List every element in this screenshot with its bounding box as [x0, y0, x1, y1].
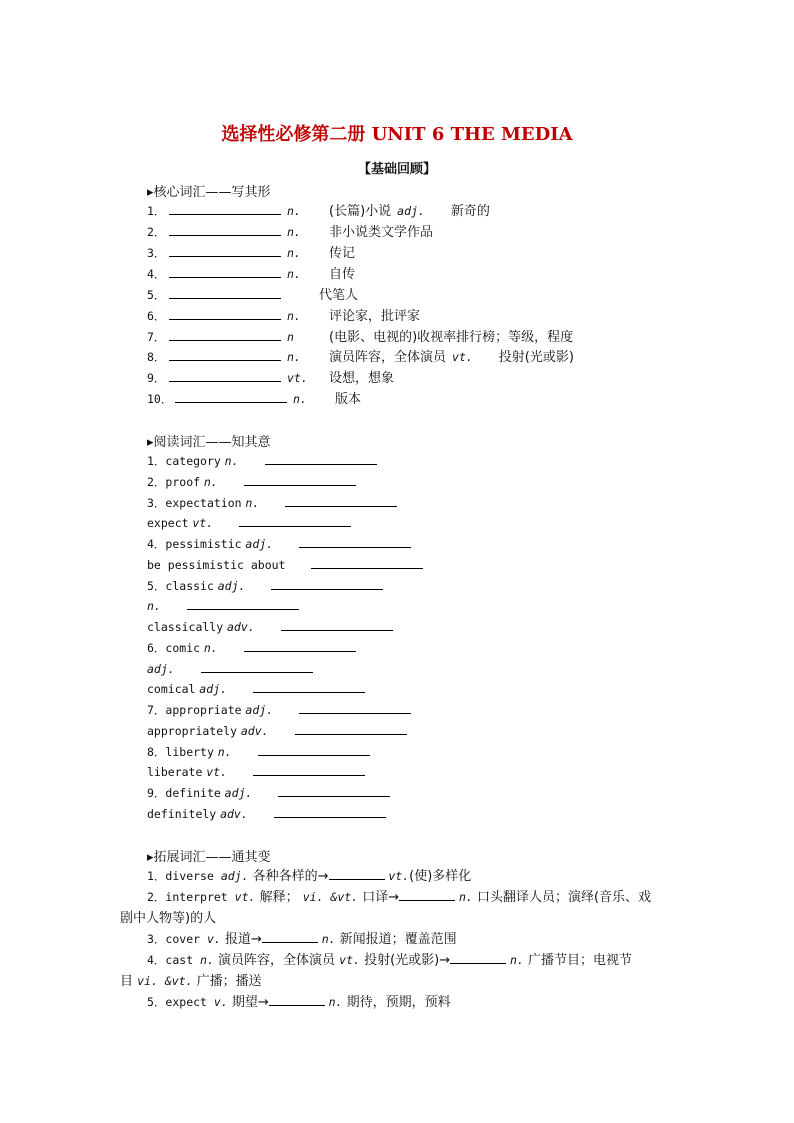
word: 3．cover: [147, 932, 207, 946]
word: definitely: [147, 807, 217, 821]
part-of-speech: n.: [287, 204, 301, 218]
core-vocab-item: [147, 368, 394, 388]
reading-vocab-item: [147, 721, 407, 741]
part-of-speech: adj.: [199, 682, 227, 696]
word: liberate: [147, 765, 203, 779]
part-of-speech: n.: [328, 995, 343, 1009]
meaning: 投射(光或影)→: [359, 953, 451, 968]
part-of-speech: n.: [245, 496, 260, 510]
answer-blank[interactable]: [271, 576, 383, 590]
meaning: 口译→: [358, 890, 400, 905]
reading-vocab-item: [147, 576, 383, 596]
part-of-speech: vt.: [234, 890, 256, 904]
answer-blank[interactable]: [269, 992, 325, 1006]
part-of-speech: adj.: [224, 786, 253, 800]
item-number: 1．: [147, 204, 166, 218]
word: 5．expect: [147, 995, 214, 1009]
answer-blank[interactable]: [169, 222, 281, 236]
answer-blank[interactable]: [265, 451, 377, 465]
reading-vocab-item: [147, 472, 356, 492]
reading-vocab-item: [147, 513, 351, 533]
part-of-speech: n.: [287, 350, 301, 364]
reading-vocab-item: [147, 534, 411, 554]
word: appropriately: [147, 724, 238, 738]
item-number: 8．: [147, 350, 166, 364]
meaning: 传记: [329, 246, 356, 261]
reading-vocab-item: [147, 555, 423, 575]
meaning: (电影、电视的)收视率排行榜；等级，程度: [329, 330, 574, 345]
part-of-speech: n.: [287, 309, 301, 323]
answer-blank[interactable]: [311, 555, 423, 569]
word: 3．expectation: [147, 496, 242, 510]
part-of-speech: vt.: [339, 953, 360, 967]
meaning: 期望→: [227, 995, 269, 1010]
item-number: 2．: [147, 225, 166, 239]
item-number: 3．: [147, 246, 166, 260]
word: 2．interpret: [147, 890, 235, 904]
part-of-speech: adj.: [397, 204, 425, 218]
extended-item-1: [147, 866, 471, 886]
meaning: 投射(光或影): [498, 350, 574, 365]
core-vocab-item: [147, 389, 361, 409]
meaning: 自传: [329, 267, 356, 282]
item-number: 5．: [147, 288, 166, 302]
part-of-speech: n.: [509, 953, 524, 967]
answer-blank[interactable]: [239, 513, 351, 527]
core-vocab-item: [147, 306, 420, 326]
word: 1．diverse: [147, 869, 221, 883]
answer-blank[interactable]: [169, 285, 281, 299]
item-number: 7．: [147, 330, 166, 344]
meaning: 非小说类文学作品: [329, 225, 434, 240]
meaning: 各种各样的→: [248, 869, 329, 884]
answer-blank[interactable]: [295, 721, 407, 735]
meaning: 版本: [335, 392, 362, 407]
part-of-speech: n.: [287, 225, 301, 239]
extended-item-3: [147, 929, 457, 949]
reading-vocab-item: [147, 742, 370, 762]
extended-item-2: [147, 887, 651, 907]
part-of-speech: n.: [321, 932, 336, 946]
core-vocab-item: [147, 264, 355, 284]
reading-vocab-item: [147, 804, 386, 824]
meaning: 新奇的: [450, 204, 490, 219]
word: classically: [147, 620, 224, 634]
meaning: 演员阵容，全体演员: [329, 350, 447, 365]
answer-blank[interactable]: [175, 389, 287, 403]
word: 9．definite: [147, 786, 221, 800]
meaning: 演员阵容，全体演员: [213, 953, 340, 968]
answer-blank[interactable]: [278, 783, 390, 797]
part-of-speech: adj.: [220, 869, 249, 883]
answer-blank[interactable]: [399, 887, 455, 901]
extended-item-4-wrap: [120, 971, 262, 991]
answer-blank[interactable]: [169, 368, 281, 382]
word: 4．cast: [147, 953, 201, 967]
meaning: 剧中人物等)的人: [120, 911, 217, 926]
part-of-speech: n: [287, 330, 294, 344]
core-vocab-item: [147, 285, 358, 305]
reading-vocab-item: [147, 762, 365, 782]
core-vocab-item: [147, 243, 355, 263]
part-of-speech: vt.: [206, 765, 227, 779]
core-vocab-item: [147, 327, 573, 347]
answer-blank[interactable]: [201, 659, 313, 673]
answer-blank[interactable]: [258, 742, 370, 756]
answer-blank[interactable]: [253, 762, 365, 776]
part-of-speech: n.: [224, 454, 239, 468]
answer-blank[interactable]: [244, 472, 356, 486]
reading-vocab-item: [147, 638, 356, 658]
word: 7．appropriate: [147, 703, 242, 717]
answer-blank[interactable]: [285, 493, 397, 507]
page-title: 选择性必修第二册 UNIT 6 THE MEDIA: [221, 124, 573, 145]
reading-vocab-item: [147, 659, 313, 679]
reading-vocab-item: [147, 679, 365, 699]
meaning: 评论家，批评家: [329, 309, 421, 324]
answer-blank[interactable]: [244, 638, 356, 652]
answer-blank[interactable]: [274, 804, 386, 818]
part-of-speech: n.: [203, 475, 218, 489]
answer-blank[interactable]: [169, 306, 281, 320]
part-of-speech: n.: [287, 267, 301, 281]
answer-blank[interactable]: [299, 700, 411, 714]
item-number: 4．: [147, 267, 166, 281]
reading-vocab-item: [147, 493, 397, 513]
part-of-speech: adj.: [217, 579, 246, 593]
word: 4．pessimistic: [147, 537, 242, 551]
part-of-speech: vi. &vt.: [137, 974, 193, 988]
part-of-speech: v.: [206, 932, 221, 946]
part-of-speech: n.: [147, 599, 161, 613]
word: 6．comic: [147, 641, 201, 655]
part-of-speech: adv.: [240, 724, 269, 738]
word: 5．classic: [147, 579, 214, 593]
part-of-speech: adj.: [245, 703, 274, 717]
part-of-speech: n.: [458, 890, 473, 904]
extended-item-2-wrap: [120, 908, 216, 928]
extended-item-4: [147, 950, 632, 970]
meaning: (长篇)小说: [329, 204, 392, 219]
meaning: 新闻报道；覆盖范围: [335, 932, 457, 947]
item-number: 9．: [147, 371, 166, 385]
part-of-speech: adj.: [147, 662, 175, 676]
answer-blank[interactable]: [169, 347, 281, 361]
reading-vocab-item: [147, 783, 390, 803]
answer-blank[interactable]: [169, 264, 281, 278]
meaning: 设想，想象: [329, 371, 395, 386]
word: be pessimistic about: [147, 558, 286, 572]
answer-blank[interactable]: [299, 534, 411, 548]
answer-blank[interactable]: [281, 617, 393, 631]
answer-blank[interactable]: [253, 679, 365, 693]
section-heading-core-vocab: ▸核心词汇——写其形: [147, 185, 271, 200]
part-of-speech: n.: [217, 745, 232, 759]
part-of-speech: n.: [287, 246, 301, 260]
section-subtitle: 【基础回顾】: [357, 162, 436, 177]
part-of-speech: adv.: [220, 807, 248, 821]
answer-blank[interactable]: [329, 866, 385, 880]
meaning: 目: [120, 974, 138, 989]
part-of-speech: v.: [213, 995, 228, 1009]
core-vocab-item: [147, 201, 490, 221]
part-of-speech: vt.: [452, 350, 473, 364]
part-of-speech: adj.: [245, 537, 274, 551]
reading-vocab-item: [147, 617, 393, 637]
part-of-speech: adv.: [227, 620, 255, 634]
reading-vocab-item: [147, 596, 299, 616]
answer-blank[interactable]: [262, 929, 318, 943]
answer-blank[interactable]: [187, 596, 299, 610]
answer-blank[interactable]: [169, 327, 281, 341]
meaning: 报道→: [220, 932, 262, 947]
meaning: 广播；播送: [192, 974, 262, 989]
word: 8．liberty: [147, 745, 214, 759]
item-number: 10．: [147, 392, 173, 406]
core-vocab-item: [147, 347, 574, 367]
meaning: 期待，预期，预料: [342, 995, 451, 1010]
reading-vocab-item: [147, 451, 377, 471]
item-number: 6．: [147, 309, 166, 323]
word: expect: [147, 516, 189, 530]
meaning: 代笔人: [319, 288, 359, 303]
word: 1．category: [147, 454, 221, 468]
answer-blank[interactable]: [169, 201, 281, 215]
part-of-speech: vi. &vt.: [302, 890, 359, 904]
part-of-speech: vt.: [287, 371, 308, 385]
part-of-speech: n.: [200, 953, 214, 967]
word: comical: [147, 682, 196, 696]
part-of-speech: vt.: [192, 516, 214, 530]
reading-vocab-item: [147, 700, 411, 720]
section-heading-reading-vocab: ▸阅读词汇——知其意: [147, 435, 271, 450]
answer-blank[interactable]: [450, 950, 506, 964]
word: 2．proof: [147, 475, 201, 489]
core-vocab-item: [147, 222, 433, 242]
part-of-speech: vt.: [388, 869, 410, 883]
meaning: 口头翻译人员；演绎(音乐、戏: [472, 890, 652, 905]
answer-blank[interactable]: [169, 243, 281, 257]
part-of-speech: n.: [293, 392, 307, 406]
meaning: 解释；: [255, 890, 303, 905]
meaning: 广播节目；电视节: [523, 953, 632, 968]
extended-item-5: [147, 992, 451, 1012]
section-heading-extended-vocab: ▸拓展词汇——通其变: [147, 850, 271, 865]
meaning: (使)多样化: [409, 869, 472, 884]
part-of-speech: n.: [203, 641, 218, 655]
